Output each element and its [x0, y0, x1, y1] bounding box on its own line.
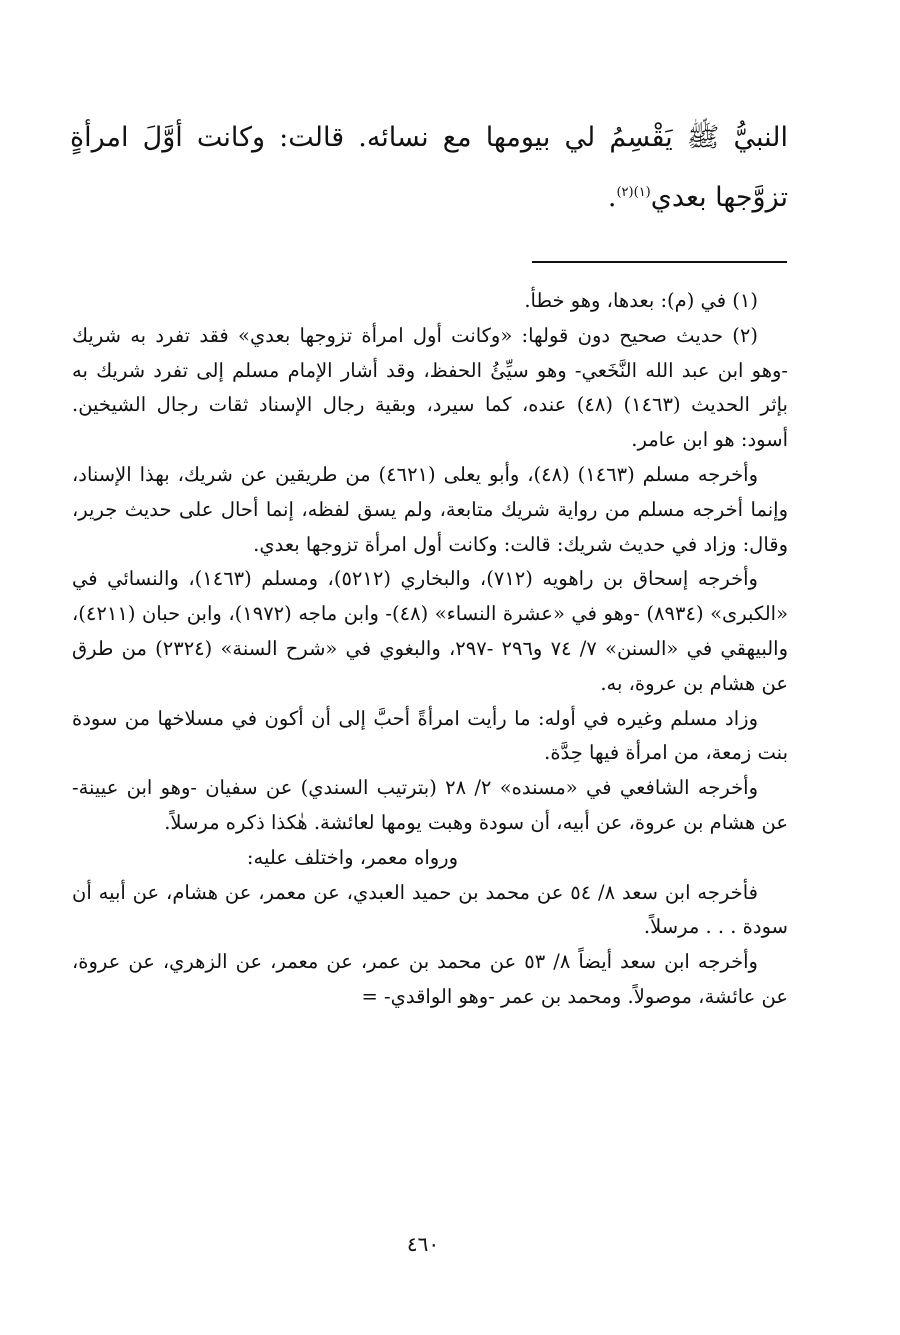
- footnote-2: (٢) حديث صحيح دون قولها: «وكانت أول امرأة تزوجها بعدي» فقد تفرد به شريك -وهو ابن عبد الله النَّخَعي- وهو سيِّئُ الحفظ، وقد أشار الإمام مسلم إلى تفرد شريك به بإثر الحديث (١٤٦٣) (٤٨) عنده، كما سيرد، وبقية رجال الإسناد ثقات رجال الشيخين. أسود: هو ابن عامر.: [72, 323, 789, 452]
- footnote-paragraph: وزاد مسلم وغيره في أوله: ما رأيت امرأةً أحبَّ إلى أن أكون في مسلاخها من سودة بنت زمعة، من امرأة فيها حِدَّة.: [72, 706, 788, 765]
- main-paragraph: [70, 108, 788, 228]
- footnotes: [72, 284, 788, 1015]
- footnote-paragraph: وأخرجه مسلم (١٤٦٣) (٤٨)، وأبو يعلى (٤٦٢١) من طريقين عن شريك، بهذا الإسناد، وإنما أخرجه مسلم من رواية شريك متابعة، ولم يسق لفظه، إنما أحال على حديث جرير، وقال: وزاد في حديث شريك: قالت: وكانت أول امرأة تزوجها بعدي.: [72, 462, 788, 556]
- footnote-divider: [532, 261, 787, 263]
- footnote-paragraph: وأخرجه ابن سعد أيضاً ٨/ ٥٣ عن محمد بن عمر، عن معمر، عن الزهري، عن عروة، عن عائشة، موصولاً. ومحمد بن عمر -وهو الواقدي- =: [72, 950, 788, 1008]
- main-paragraph-end: .: [607, 182, 617, 213]
- footnote-reference: (١)(٢): [616, 185, 651, 200]
- page-number: ٤٦٠: [406, 1232, 440, 1256]
- footnote-paragraph: فأخرجه ابن سعد ٨/ ٥٤ عن محمد بن حميد العبدي، عن معمر، عن هشام، عن أبيه أن سودة . . . مرسلاً.: [72, 880, 788, 939]
- footnote-paragraph: وأخرجه إسحاق بن راهويه (٧١٢)، والبخاري (٥٢١٢)، ومسلم (١٤٦٣)، والنسائي في «الكبرى» (٨٩٣٤) -وهو في «عشرة النساء» (٤٨)- وابن ماجه (١٩٧٢)، وابن حبان (٤٢١١)، والبيهقي في «السنن» ٧/ ٧٤ و٢٩٦ -٢٩٧، والبغوي في «شرح السنة» (٢٣٢٤) من طرق عن هشام بن عروة، به.: [72, 567, 789, 695]
- footnote-1: (١) في (م): بعدها، وهو خطأ.: [524, 289, 758, 312]
- main-text: [70, 108, 788, 228]
- footnote-paragraph: ورواه معمر، واختلف عليه:: [246, 845, 458, 869]
- main-paragraph-text: النبيُّ ﷺ يَقْسِمُ لي بيومها مع نسائه. قالت: وكانت أوَّلَ امرأةٍ تزوَّجها بعدي: [70, 122, 788, 213]
- footnote-paragraph: وأخرجه الشافعي في «مسنده» ٢/ ٢٨ (بترتيب السندي) عن سفيان -وهو ابن عيينة- عن هشام بن عروة، عن أبيه، أن سودة وهبت يومها لعائشة. هٰكذا ذكره مرسلاً.: [72, 776, 788, 834]
